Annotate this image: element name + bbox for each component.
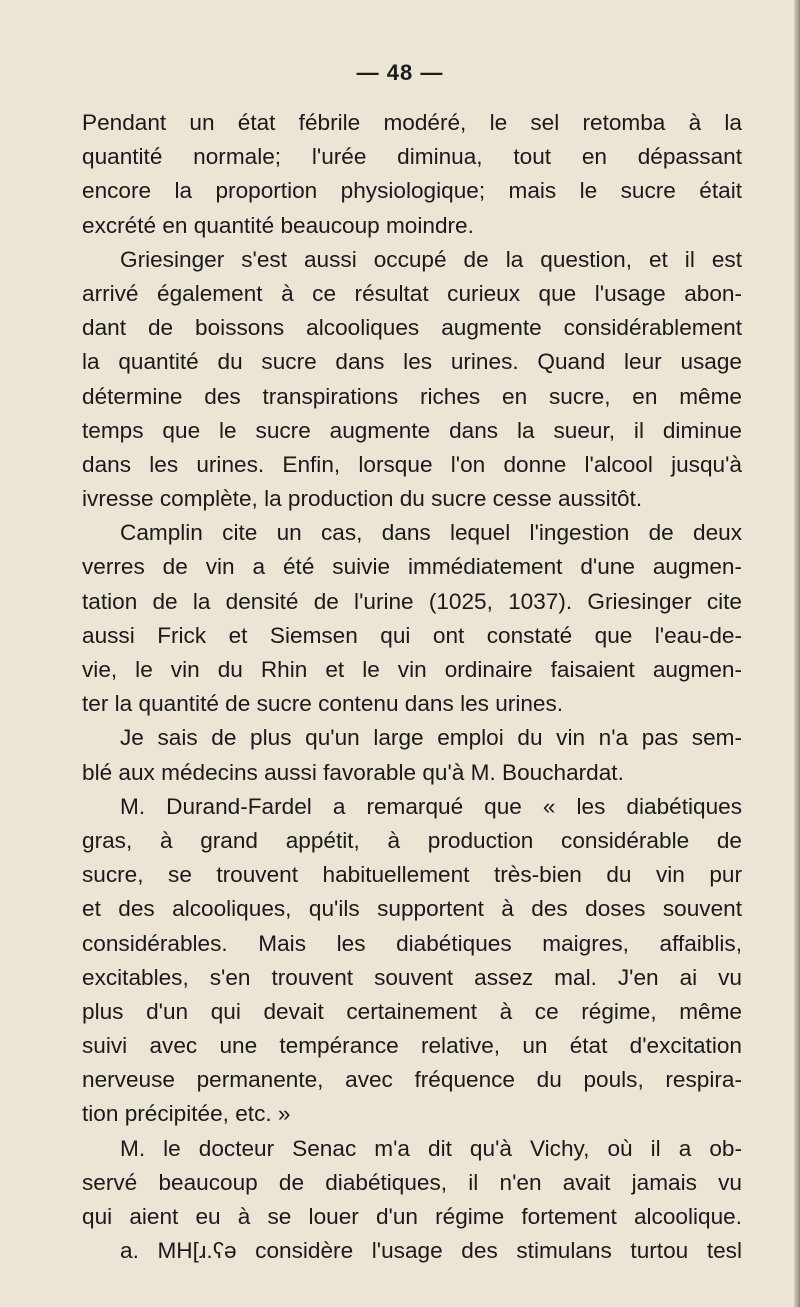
text-line: excitables, s'en trouvent souvent assez mal. J'en ai vu [82,964,742,990]
text-line: verres de vin a été suivie immédiatement d'une augmen- [82,554,742,580]
text-line: quantité normale; l'urée diminua, tout en dépassant [82,144,742,170]
text-line: plus d'un qui devait certainement à ce régime, même [82,998,742,1024]
text-line: vie, le vin du Rhin et le vin ordinaire faisaient augmen- [82,657,742,682]
text-line: M. Durand-Fardel a remarqué que « les diabétiques [120,793,742,819]
text-line: détermine des transpirations riches en sucre, en même [82,383,742,409]
text-line: la quantité du sucre dans les urines. Quand leur usage [82,349,742,375]
text-line: blé aux médecins aussi favorable qu'à M. Bouchardat. [82,759,624,785]
text-line: arrivé également à ce résultat curieux que l'usage abon- [82,280,742,306]
text-line: Pendant un état fébrile modéré, le sel retomba à la [82,110,742,135]
text-line: considérables. Mais les diabétiques maigres, affaiblis, [82,930,742,956]
text-line: encore la proportion physiologique; mais le sucre était [82,178,742,204]
text-line: temps que le sucre augmente dans la sueur, il diminue [82,417,742,443]
text-line: Je sais de plus qu'un large emploi du vin n'a pas sem- [120,725,742,751]
text-line: tion précipitée, etc. » [82,1101,291,1127]
text-line: nerveuse permanente, avec fréquence du pouls, respira- [82,1067,742,1093]
text-line: Griesinger s'est aussi occupé de la question, et il est [120,246,742,272]
text-line: dant de boissons alcooliques augmente considérablement [82,315,742,341]
text-line: M. le docteur Senac m'a dit qu'à Vichy, où il a ob- [120,1135,742,1161]
text-line: suivi avec une tempérance relative, un état d'excitation [82,1033,742,1059]
page-number: — 48 — [356,60,444,85]
text-line: dans les urines. Enfin, lorsque l'on donne l'alcool jusqu'à [82,451,742,477]
text-line: gras, à grand appétit, à production considérable de [82,827,742,853]
text-line: qui aient eu à se louer d'un régime fortement alcoolique. [82,1204,742,1229]
text-line: Camplin cite un cas, dans lequel l'ingestion de deux [120,520,742,546]
page-edge-shadow [794,0,800,1307]
text-line: et des alcooliques, qu'ils supportent à des doses souvent [82,896,742,922]
text-line: a. MH[ɹ.ʕə considère l'usage des stimulans turtou tesl [120,1238,742,1264]
text-line: aussi Frick et Siemsen qui ont constaté que l'eau-de- [82,622,742,648]
text-line: servé beaucoup de diabétiques, il n'en avait jamais vu [82,1169,742,1195]
text-line: excrété en quantité beaucoup moindre. [82,212,474,238]
text-line: ter la quantité de sucre contenu dans les urines. [82,691,564,717]
text-line: ivresse complète, la production du sucre cesse aussitôt. [82,486,643,512]
body-text [82,106,742,1268]
text-line: sucre, se trouvent habituellement très-bien du vin pur [82,862,742,888]
text-line: tation de la densité de l'urine (1025, 1037). Griesinger cite [82,588,742,614]
